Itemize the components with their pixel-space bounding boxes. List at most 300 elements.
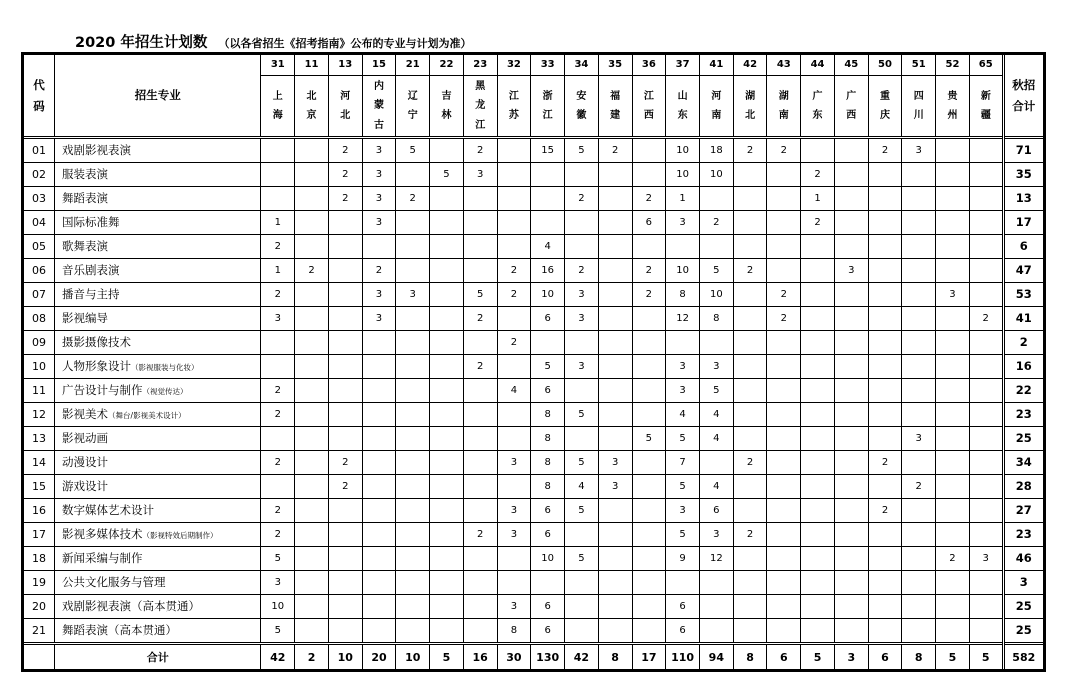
table-row xyxy=(24,211,1044,235)
cell-value: 18 xyxy=(699,138,733,163)
cell-value xyxy=(801,283,835,307)
row-major-name xyxy=(55,355,261,379)
cell-value xyxy=(936,259,970,283)
row-code: 16 xyxy=(24,499,55,523)
cell-value xyxy=(632,499,666,523)
province-name: 安徽 xyxy=(565,76,599,138)
province-name: 重庆 xyxy=(868,76,902,138)
summary-value: 94 xyxy=(699,644,733,671)
cell-value: 10 xyxy=(531,283,565,307)
cell-value xyxy=(497,163,531,187)
cell-value: 6 xyxy=(699,499,733,523)
cell-value: 3 xyxy=(902,427,936,451)
cell-value xyxy=(936,523,970,547)
summary-value: 42 xyxy=(565,644,599,671)
cell-value xyxy=(531,211,565,235)
table-row xyxy=(24,283,1044,307)
cell-value xyxy=(598,331,632,355)
cell-value xyxy=(396,355,430,379)
province-name: 广西 xyxy=(834,76,868,138)
cell-value: 2 xyxy=(565,187,599,211)
cell-value xyxy=(936,138,970,163)
province-name: 四川 xyxy=(902,76,936,138)
cell-value xyxy=(902,211,936,235)
cell-value: 2 xyxy=(295,259,329,283)
cell-value xyxy=(396,211,430,235)
cell-value xyxy=(565,523,599,547)
row-total: 23 xyxy=(1003,523,1043,547)
cell-value xyxy=(497,547,531,571)
province-name: 辽宁 xyxy=(396,76,430,138)
enrollment-plan-table xyxy=(23,54,1044,671)
cell-value xyxy=(463,259,497,283)
cell-value: 6 xyxy=(531,619,565,644)
cell-value xyxy=(632,571,666,595)
cell-value xyxy=(328,595,362,619)
cell-value xyxy=(396,523,430,547)
major-name-text: 影视动画 xyxy=(62,430,109,445)
cell-value xyxy=(430,427,464,451)
summary-value: 42 xyxy=(261,644,295,671)
cell-value xyxy=(430,307,464,331)
cell-value xyxy=(362,499,396,523)
cell-value xyxy=(868,595,902,619)
row-total: 16 xyxy=(1003,355,1043,379)
cell-value xyxy=(463,595,497,619)
cell-value: 3 xyxy=(666,355,700,379)
cell-value: 12 xyxy=(699,547,733,571)
cell-value xyxy=(767,211,801,235)
cell-value xyxy=(328,379,362,403)
cell-value xyxy=(801,331,835,355)
cell-value: 1 xyxy=(801,187,835,211)
cell-value xyxy=(733,211,767,235)
cell-value: 5 xyxy=(261,619,295,644)
cell-value: 10 xyxy=(699,163,733,187)
cell-value xyxy=(902,163,936,187)
cell-value xyxy=(396,331,430,355)
province-name: 上海 xyxy=(261,76,295,138)
row-total: 2 xyxy=(1003,331,1043,355)
cell-value xyxy=(969,283,1003,307)
cell-value: 2 xyxy=(801,211,835,235)
cell-value xyxy=(430,523,464,547)
cell-value xyxy=(902,355,936,379)
cell-value xyxy=(936,379,970,403)
province-code: 41 xyxy=(699,55,733,76)
cell-value xyxy=(430,595,464,619)
cell-value xyxy=(733,307,767,331)
cell-value: 2 xyxy=(261,499,295,523)
cell-value xyxy=(396,547,430,571)
cell-value xyxy=(565,427,599,451)
cell-value xyxy=(969,235,1003,259)
province-name: 福建 xyxy=(598,76,632,138)
cell-value xyxy=(902,187,936,211)
major-name-text: 影视编导 xyxy=(62,310,109,325)
table-row xyxy=(24,163,1044,187)
cell-value xyxy=(430,138,464,163)
cell-value: 6 xyxy=(632,211,666,235)
cell-value xyxy=(497,475,531,499)
province-name: 北京 xyxy=(295,76,329,138)
cell-value xyxy=(328,307,362,331)
cell-value xyxy=(868,379,902,403)
cell-value: 8 xyxy=(531,403,565,427)
summary-value: 17 xyxy=(632,644,666,671)
province-code: 50 xyxy=(868,55,902,76)
cell-value: 2 xyxy=(497,331,531,355)
cell-value xyxy=(733,619,767,644)
cell-value xyxy=(868,259,902,283)
cell-value xyxy=(767,595,801,619)
cell-value xyxy=(565,331,599,355)
province-name: 新疆 xyxy=(969,76,1003,138)
row-major-name xyxy=(55,499,261,523)
row-code: 21 xyxy=(24,619,55,644)
table-row xyxy=(24,619,1044,644)
cell-value: 10 xyxy=(699,283,733,307)
cell-value xyxy=(497,403,531,427)
row-major-name xyxy=(55,307,261,331)
cell-value: 6 xyxy=(531,379,565,403)
cell-value xyxy=(497,355,531,379)
cell-value xyxy=(801,259,835,283)
table-row xyxy=(24,595,1044,619)
cell-value xyxy=(430,571,464,595)
table-row xyxy=(24,307,1044,331)
cell-value xyxy=(430,283,464,307)
cell-value xyxy=(328,619,362,644)
cell-value xyxy=(565,379,599,403)
cell-value: 2 xyxy=(733,259,767,283)
cell-value: 2 xyxy=(767,138,801,163)
cell-value xyxy=(767,259,801,283)
summary-value: 10 xyxy=(396,644,430,671)
cell-value: 8 xyxy=(531,451,565,475)
cell-value: 10 xyxy=(666,163,700,187)
cell-value xyxy=(497,235,531,259)
cell-value xyxy=(902,403,936,427)
cell-value xyxy=(733,283,767,307)
cell-value xyxy=(531,571,565,595)
cell-value xyxy=(767,403,801,427)
cell-value: 3 xyxy=(699,523,733,547)
cell-value xyxy=(733,187,767,211)
cell-value xyxy=(969,331,1003,355)
cell-value xyxy=(396,235,430,259)
cell-value xyxy=(801,427,835,451)
cell-value xyxy=(936,595,970,619)
cell-value xyxy=(868,547,902,571)
cell-value: 3 xyxy=(463,163,497,187)
province-name: 贵州 xyxy=(936,76,970,138)
cell-value: 5 xyxy=(666,475,700,499)
row-major-name xyxy=(55,475,261,499)
row-total: 23 xyxy=(1003,403,1043,427)
row-code: 06 xyxy=(24,259,55,283)
cell-value xyxy=(328,331,362,355)
row-code: 13 xyxy=(24,427,55,451)
cell-value xyxy=(902,259,936,283)
code-column-header: 代码 xyxy=(24,55,55,138)
row-code: 03 xyxy=(24,187,55,211)
summary-row xyxy=(24,644,1044,671)
summary-value: 8 xyxy=(902,644,936,671)
cell-value xyxy=(295,595,329,619)
cell-value xyxy=(801,547,835,571)
cell-value xyxy=(868,571,902,595)
cell-value xyxy=(801,595,835,619)
cell-value xyxy=(699,187,733,211)
cell-value xyxy=(295,307,329,331)
cell-value xyxy=(295,427,329,451)
page-subtitle: （以各省招生《招考指南》公布的专业与计划为准） xyxy=(218,37,472,50)
cell-value xyxy=(699,595,733,619)
cell-value xyxy=(834,379,868,403)
cell-value: 5 xyxy=(430,163,464,187)
cell-value xyxy=(834,547,868,571)
cell-value xyxy=(598,595,632,619)
major-name-text: 播音与主持 xyxy=(62,286,120,301)
cell-value xyxy=(767,235,801,259)
cell-value xyxy=(565,619,599,644)
cell-value xyxy=(396,475,430,499)
cell-value xyxy=(699,331,733,355)
table-row xyxy=(24,499,1044,523)
cell-value xyxy=(767,451,801,475)
summary-value: 130 xyxy=(531,644,565,671)
cell-value: 2 xyxy=(328,163,362,187)
cell-value xyxy=(463,499,497,523)
major-name-text: 国际标准舞 xyxy=(62,214,120,229)
cell-value: 5 xyxy=(463,283,497,307)
row-total: 27 xyxy=(1003,499,1043,523)
row-total: 25 xyxy=(1003,427,1043,451)
cell-value xyxy=(733,475,767,499)
cell-value: 3 xyxy=(598,451,632,475)
cell-value xyxy=(598,523,632,547)
cell-value: 2 xyxy=(261,283,295,307)
cell-value xyxy=(699,235,733,259)
cell-value xyxy=(295,355,329,379)
cell-value: 3 xyxy=(497,523,531,547)
cell-value xyxy=(362,403,396,427)
cell-value xyxy=(295,211,329,235)
cell-value: 2 xyxy=(632,259,666,283)
cell-value: 10 xyxy=(531,547,565,571)
cell-value xyxy=(868,283,902,307)
cell-value: 15 xyxy=(531,138,565,163)
row-code: 09 xyxy=(24,331,55,355)
province-code: 15 xyxy=(362,55,396,76)
cell-value xyxy=(868,475,902,499)
cell-value xyxy=(396,403,430,427)
summary-label: 合计 xyxy=(55,644,261,671)
row-total: 71 xyxy=(1003,138,1043,163)
cell-value xyxy=(497,307,531,331)
cell-value xyxy=(362,547,396,571)
cell-value xyxy=(969,451,1003,475)
cell-value xyxy=(632,451,666,475)
cell-value: 2 xyxy=(936,547,970,571)
cell-value xyxy=(396,499,430,523)
cell-value xyxy=(801,523,835,547)
cell-value: 6 xyxy=(531,307,565,331)
cell-value xyxy=(598,187,632,211)
major-name-note: （视觉传达） xyxy=(142,386,188,396)
cell-value xyxy=(328,235,362,259)
cell-value xyxy=(598,235,632,259)
major-name-text: 人物形象设计 xyxy=(62,358,132,373)
cell-value xyxy=(969,187,1003,211)
cell-value xyxy=(902,331,936,355)
province-code: 42 xyxy=(733,55,767,76)
cell-value xyxy=(733,235,767,259)
cell-value xyxy=(868,403,902,427)
cell-value xyxy=(531,163,565,187)
cell-value: 3 xyxy=(834,259,868,283)
province-code: 13 xyxy=(328,55,362,76)
cell-value xyxy=(834,595,868,619)
row-code: 04 xyxy=(24,211,55,235)
cell-value xyxy=(801,379,835,403)
row-total: 25 xyxy=(1003,595,1043,619)
cell-value xyxy=(430,355,464,379)
cell-value xyxy=(801,138,835,163)
cell-value xyxy=(733,499,767,523)
province-code: 35 xyxy=(598,55,632,76)
grand-total: 582 xyxy=(1003,644,1043,671)
cell-value xyxy=(666,235,700,259)
cell-value xyxy=(463,451,497,475)
cell-value xyxy=(767,571,801,595)
summary-code-cell xyxy=(24,644,55,671)
cell-value xyxy=(969,499,1003,523)
major-name-text: 戏剧影视表演 xyxy=(62,142,132,157)
cell-value xyxy=(936,451,970,475)
summary-value: 3 xyxy=(834,644,868,671)
cell-value xyxy=(902,235,936,259)
cell-value: 8 xyxy=(699,307,733,331)
province-code: 52 xyxy=(936,55,970,76)
cell-value: 2 xyxy=(261,451,295,475)
total-column-header: 秋招合计 xyxy=(1003,55,1043,138)
cell-value xyxy=(699,619,733,644)
cell-value xyxy=(666,571,700,595)
cell-value xyxy=(767,547,801,571)
cell-value xyxy=(767,475,801,499)
cell-value: 5 xyxy=(565,499,599,523)
cell-value: 3 xyxy=(261,571,295,595)
province-code: 11 xyxy=(295,55,329,76)
cell-value xyxy=(430,475,464,499)
cell-value: 3 xyxy=(565,283,599,307)
cell-value xyxy=(969,259,1003,283)
cell-value: 6 xyxy=(531,523,565,547)
cell-value xyxy=(497,427,531,451)
cell-value xyxy=(834,475,868,499)
cell-value xyxy=(396,259,430,283)
cell-value xyxy=(868,427,902,451)
row-code: 12 xyxy=(24,403,55,427)
row-major-name xyxy=(55,235,261,259)
cell-value: 6 xyxy=(666,595,700,619)
cell-value xyxy=(834,427,868,451)
cell-value: 6 xyxy=(531,595,565,619)
cell-value: 4 xyxy=(666,403,700,427)
table-row xyxy=(24,571,1044,595)
cell-value xyxy=(362,571,396,595)
cell-value xyxy=(362,451,396,475)
province-name: 湖南 xyxy=(767,76,801,138)
cell-value xyxy=(969,163,1003,187)
cell-value xyxy=(295,379,329,403)
row-code: 17 xyxy=(24,523,55,547)
row-code: 02 xyxy=(24,163,55,187)
cell-value xyxy=(328,211,362,235)
cell-value: 2 xyxy=(463,523,497,547)
cell-value: 2 xyxy=(396,187,430,211)
cell-value xyxy=(295,138,329,163)
cell-value xyxy=(328,523,362,547)
cell-value xyxy=(598,427,632,451)
province-name: 江西 xyxy=(632,76,666,138)
cell-value: 6 xyxy=(666,619,700,644)
cell-value: 2 xyxy=(463,138,497,163)
cell-value xyxy=(834,403,868,427)
cell-value: 2 xyxy=(463,355,497,379)
cell-value xyxy=(632,547,666,571)
cell-value: 1 xyxy=(261,259,295,283)
cell-value: 3 xyxy=(497,451,531,475)
major-name-text: 新闻采编与制作 xyxy=(62,550,143,565)
cell-value: 2 xyxy=(328,475,362,499)
cell-value: 5 xyxy=(396,138,430,163)
cell-value: 5 xyxy=(531,355,565,379)
province-code: 21 xyxy=(396,55,430,76)
cell-value xyxy=(834,355,868,379)
cell-value: 4 xyxy=(699,475,733,499)
cell-value xyxy=(396,427,430,451)
cell-value xyxy=(565,211,599,235)
cell-value: 8 xyxy=(531,475,565,499)
cell-value xyxy=(598,211,632,235)
province-name: 山东 xyxy=(666,76,700,138)
row-major-name xyxy=(55,403,261,427)
summary-value: 5 xyxy=(801,644,835,671)
province-code: 36 xyxy=(632,55,666,76)
table-row xyxy=(24,427,1044,451)
cell-value: 2 xyxy=(868,138,902,163)
cell-value xyxy=(295,571,329,595)
cell-value: 3 xyxy=(396,283,430,307)
cell-value xyxy=(463,187,497,211)
cell-value xyxy=(632,523,666,547)
province-code: 37 xyxy=(666,55,700,76)
cell-value: 3 xyxy=(565,355,599,379)
row-total: 34 xyxy=(1003,451,1043,475)
cell-value: 3 xyxy=(666,379,700,403)
major-name-text: 服装表演 xyxy=(62,166,109,181)
cell-value xyxy=(362,427,396,451)
row-major-name xyxy=(55,427,261,451)
cell-value xyxy=(362,355,396,379)
cell-value xyxy=(936,475,970,499)
cell-value xyxy=(463,331,497,355)
major-name-text: 歌舞表演 xyxy=(62,238,109,253)
cell-value xyxy=(463,619,497,644)
